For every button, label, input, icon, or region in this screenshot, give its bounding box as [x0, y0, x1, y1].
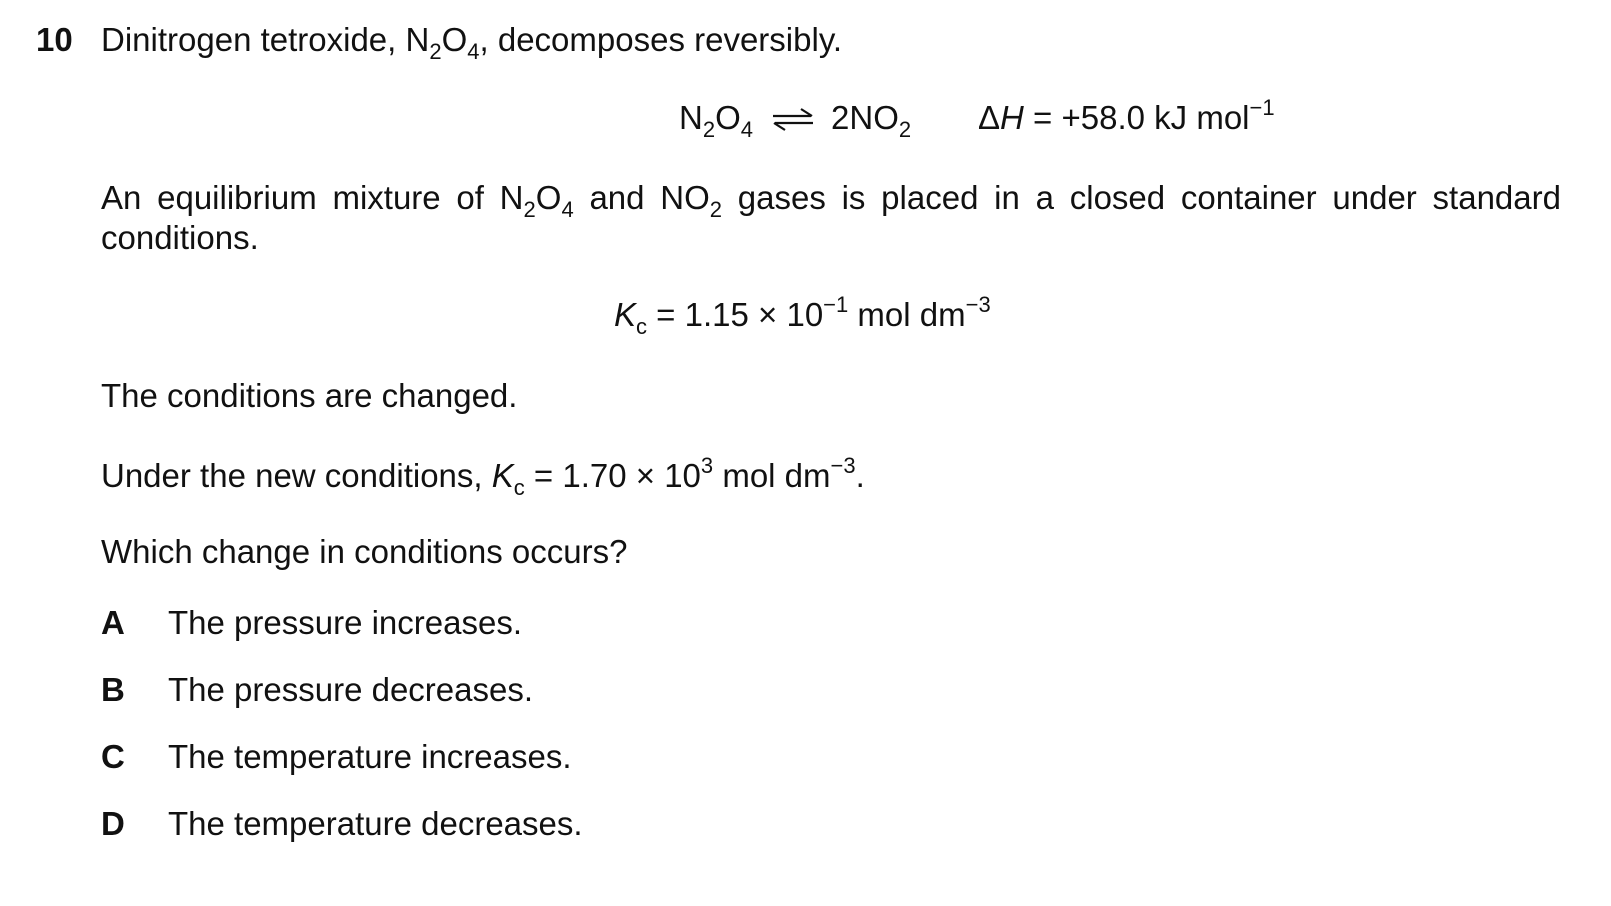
paragraph-equilibrium-mixture [101, 178, 1561, 258]
enthalpy-variable: H [1000, 99, 1024, 136]
enthalpy-unit-exponent: −1 [1249, 95, 1275, 120]
equation-rhs: 2NO [831, 99, 899, 136]
option-letter: C [101, 738, 125, 775]
kc2-value: = 1.70 × 10 [524, 457, 701, 494]
intro-mid: O [441, 21, 468, 58]
kc1-exponent: −1 [823, 292, 849, 317]
kc1-unit: mol dm [848, 296, 966, 333]
kc2-end: . [855, 457, 865, 494]
equation-lhs-sub1: 2 [702, 117, 716, 142]
equilibrium-equation [679, 98, 911, 140]
para1-text-3: and NO [573, 179, 710, 216]
para1-text-1: An equilibrium mixture of N [101, 179, 524, 216]
option-text: The pressure increases. [168, 604, 522, 641]
equation-rhs-sub: 2 [898, 117, 912, 142]
conditions-changed-statement: The conditions are changed. [101, 377, 518, 414]
kc1-value: = 1.15 × 10 [647, 296, 824, 333]
kc-new [101, 453, 865, 500]
delta-symbol: Δ [978, 99, 1001, 136]
option-letter: B [101, 671, 125, 708]
kc2-variable: K [491, 457, 514, 494]
option-letter: A [101, 604, 125, 641]
kc2-exponent: 3 [700, 453, 714, 478]
para1-text-2: O [535, 179, 562, 216]
question-number: 10 [36, 21, 73, 58]
equilibrium-arrow-icon [771, 100, 815, 140]
option-letter: D [101, 805, 125, 842]
question-intro [101, 20, 843, 64]
intro-subscript-2: 4 [467, 39, 480, 64]
question-prompt: Which change in conditions occurs? [101, 533, 628, 570]
para1-sub-1: 2 [523, 197, 536, 222]
enthalpy-change [978, 95, 1275, 138]
intro-text: Dinitrogen tetroxide, N [101, 21, 430, 58]
kc1-subscript: c [636, 314, 648, 339]
kc2-unit-exponent: −3 [830, 453, 856, 478]
intro-end: , decomposes reversibly. [479, 21, 843, 58]
kc2-unit: mol dm [713, 457, 831, 494]
option-text: The temperature increases. [168, 738, 572, 775]
kc-initial [614, 292, 991, 339]
kc2-subscript: c [513, 475, 525, 500]
kc1-variable: K [614, 296, 637, 333]
para1-sub-2: 4 [561, 197, 574, 222]
enthalpy-value: = +58.0 kJ mol [1023, 99, 1250, 136]
kc2-prefix: Under the new conditions, [101, 457, 492, 494]
para1-text-4: gases is placed in a closed container under standard conditions. [101, 179, 1561, 256]
equation-lhs-o: O [715, 99, 741, 136]
equation-lhs-n: N [679, 99, 703, 136]
option-text: The temperature decreases. [168, 805, 583, 842]
option-text: The pressure decreases. [168, 671, 534, 708]
intro-subscript-1: 2 [429, 39, 442, 64]
kc1-unit-exponent: −3 [965, 292, 991, 317]
para1-sub-3: 2 [709, 197, 723, 222]
equation-lhs-sub2: 4 [740, 117, 754, 142]
